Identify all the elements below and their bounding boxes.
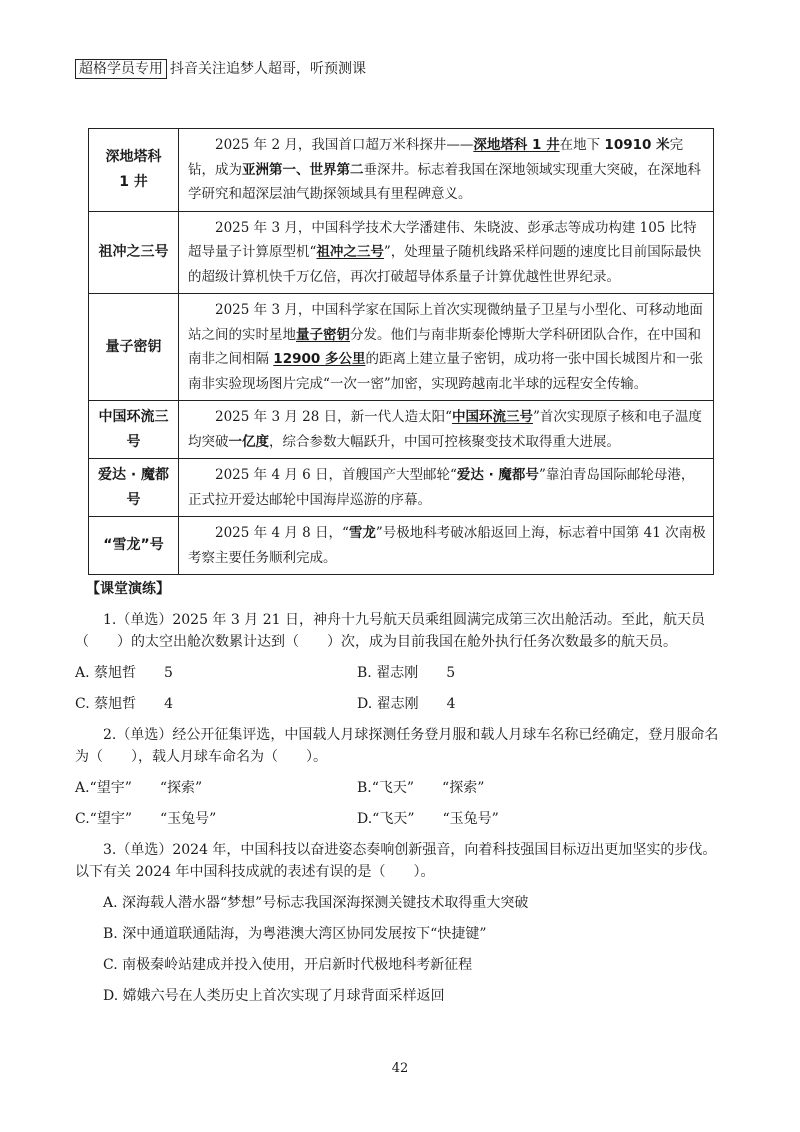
text-segment: 2025 年 4 月 8 日，“ [215,525,349,541]
text-segment: ，综合参数大幅跃升，中国可控核聚变技术取得重大进展。 [269,433,620,450]
header-text: 抖音关注追梦人超哥，听预测课 [170,61,366,77]
achievement-name [89,401,179,459]
highlighted-term: 爱达 · 魔都号 [456,467,539,483]
highlighted-term: 中国环流三号 [451,409,533,425]
text-segment: ”靠泊青岛国际邮轮母港，正式拉开爱达邮轮中国海岸巡游的序幕。 [188,467,695,508]
option: C.“望宇” “玉兔号” [75,811,217,827]
achievement-name-line: 祖冲之三号 [98,244,169,260]
table-row [89,401,714,459]
table-row [89,459,714,517]
question-stem: 2.（单选）经公开征集评选，中国载人月球探测任务登月服和载人月球车名称已经确定，登月服命名为（ ），载人月球车命名为（ ）。 [75,727,719,765]
question-stem: 3.（单选）2024 年，中国科技以奋进姿态奏响创新强音，向着科技强国目标迈出更加坚实的步伐。以下有关 2024 年中国科技成就的表述有误的是（ ）。 [75,842,717,880]
option: A.“望宇” “探索” [75,780,203,796]
text-segment: 完钻，成为 [188,137,684,178]
option: A. 蔡旭哲 5 [75,665,173,681]
text-segment: 2025 年 3 月，中国科学技术大学潘建伟、朱晓波、彭承志等成功构建 105 比特超导量子计算原型机“ [188,219,697,260]
question-stem: 1.（单选）2025 年 3 月 21 日，神舟十九号航天员乘组圆满完成第三次出舱活动。至此，航天员（ ）的太空出舱次数累计达到（ ）次，成为目前我国在舱外执行任务次数最多的航天员。 [75,612,705,650]
section-title: 【课堂演练】 [86,581,170,597]
highlighted-term: 雪龙 [348,525,376,541]
achievement-description [179,401,714,459]
table-row [89,129,714,212]
achievement-name [89,294,179,401]
text-segment: 的距离上建立量子密钥，成功将一张中国长城图片和一张南非实验现场图片完成“一次一密”加密，实现跨越南北半球的远程安全传输。 [188,351,703,392]
option-row [75,693,727,715]
option: B. 翟志刚 5 [357,665,456,681]
option: C. 南极秦岭站建成并投入使用，开启新时代极地科考新征程 [103,957,473,973]
achievement-name-line: 中国环流三号 [98,409,169,450]
text-segment: ”首次实现原子核和电子温度均突破 [188,409,702,450]
table-row [89,294,714,401]
achievement-name [89,211,179,294]
option-row [75,662,727,684]
text-segment: ”号极地科考破冰船返回上海，标志着中国第 41 次南极考察主要任务顺利完成。 [188,525,706,566]
text-segment: 2025 年 4 月 6 日，首艘国产大型邮轮“ [215,467,457,483]
option: D.“飞天” “玉兔号” [357,811,499,827]
highlighted-term: 12900 多公里 [273,351,366,367]
header-badge: 超格学员专用 [75,59,167,79]
achievement-name [89,459,179,517]
text-segment: 2025 年 2 月，我国首口超万米科探井—— [215,137,474,153]
highlighted-term: 量子密钥 [296,326,350,343]
option: B. 深中通道联通陆海，为粤港澳大湾区协同发展按下“快捷键” [103,926,487,942]
achievement-name [89,129,179,212]
text-segment: 在地下 [559,137,605,153]
option-row [75,777,727,799]
achievement-description [179,459,714,517]
achievement-description [179,129,714,212]
option: B.“飞天” “探索” [357,780,485,796]
text-segment: 分发。他们与南非斯泰伦博斯大学科研团队合作，在中国和南非之间相隔 [188,326,701,367]
achievement-name-line: 爱达 · 魔都号 [97,467,170,508]
text-segment: 垂深井。标志着我国在深地领域实现重大突破，在深地科学研究和超深层油气勘探领域具有里程碑意义。 [188,161,701,202]
achievement-description [179,211,714,294]
highlighted-term: 祖冲之三号 [316,244,384,260]
highlighted-term: 深地塔科 1 井 [473,137,560,153]
table-row [89,517,714,575]
achievement-name [89,517,179,575]
option: A. 深海载人潜水器“梦想”号标志我国深海探测关键技术取得重大突破 [103,895,529,911]
page-number: 42 [391,1061,409,1076]
achievement-name-line: 量子密钥 [105,338,162,355]
page-header [75,58,366,80]
achievement-name-line: “雪龙”号 [103,537,164,554]
text-segment: 2025 年 3 月 28 日，新一代人造太阳“ [215,409,452,425]
achievements-table [88,128,714,575]
achievement-name-line: 深地塔科 [105,149,162,166]
text-segment: 2025 年 3 月，中国科学家在国际上首次实现微纳量子卫星与小型化、可移动地面站之间的实时星地 [188,302,703,343]
practice-section [75,578,727,1016]
table-row [89,211,714,294]
highlighted-term: 亚洲第一、世界第二 [242,161,364,178]
option: C. 蔡旭哲 4 [75,696,174,712]
achievement-name-line: 1 井 [119,173,148,190]
text-segment: ”，处理量子随机线路采样问题的速度比目前国际最快的超级计算机快千万亿倍，再次打破超导体系量子计算优越性世界纪录。 [188,244,702,285]
option: D. 翟志刚 4 [357,696,456,712]
highlighted-term: 10910 米 [604,137,670,153]
option: D. 嫦娥六号在人类历史上首次实现了月球背面采样返回 [103,988,445,1004]
option-row [75,808,727,830]
achievement-description [179,517,714,575]
highlighted-term: 一亿度 [228,433,269,450]
achievement-description [179,294,714,401]
